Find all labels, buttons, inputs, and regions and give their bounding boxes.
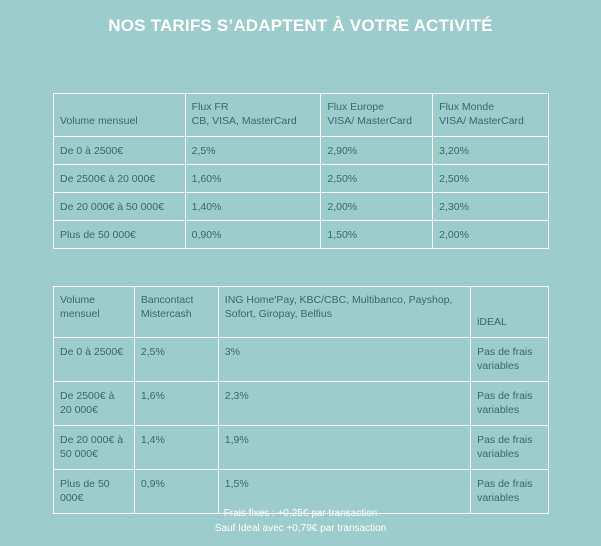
page-title: NOS TARIFS S’ADAPTENT À VOTRE ACTIVITÉ	[108, 16, 493, 35]
header-flux-fr	[185, 94, 321, 137]
table-cell: 2,3%	[218, 382, 470, 426]
table-cell: 2,30%	[433, 193, 549, 221]
table-row	[54, 426, 549, 470]
header-flux-monde-title: Flux Monde	[439, 101, 495, 113]
table-row	[54, 221, 549, 249]
fixed-fees-note: Frais fixes : +0,25€ par transaction	[223, 508, 378, 519]
header-flux-europe-cards: VISA/ MasterCard	[327, 115, 412, 127]
table-row	[54, 338, 549, 382]
table-cell: 1,6%	[134, 382, 218, 426]
header-ideal: iDEAL	[471, 287, 549, 338]
header-volume	[54, 94, 186, 137]
table-cell: 2,5%	[185, 137, 321, 165]
table-cell: Pas de frais variables	[471, 338, 549, 382]
table-cell: 1,9%	[218, 426, 470, 470]
table-cell: 0,90%	[185, 221, 321, 249]
header-flux-europe-title: Flux Europe	[327, 101, 384, 113]
table-cell: De 2500€ à 20 000€	[54, 165, 186, 193]
table-cell: 1,40%	[185, 193, 321, 221]
table-cell: 3,20%	[433, 137, 549, 165]
table-row	[54, 470, 549, 514]
table-cell: 1,60%	[185, 165, 321, 193]
header-flux-fr-title: Flux FR	[191, 101, 229, 113]
table-cell: 2,50%	[321, 165, 433, 193]
table-cell: De 20 000€ à 50 000€	[54, 193, 186, 221]
ideal-fees-note: Sauf Ideal avec +0,79€ par transaction	[214, 523, 387, 534]
table-row	[54, 382, 549, 426]
table-cell: Pas de frais variables	[471, 426, 549, 470]
header-flux-monde-cards: VISA/ MasterCard	[439, 115, 524, 127]
table-cell: 3%	[218, 338, 470, 382]
table-cell: De 0 à 2500€	[54, 338, 135, 382]
table-cell: 2,90%	[321, 137, 433, 165]
table-cell: 2,00%	[433, 221, 549, 249]
table-header-row	[54, 94, 549, 137]
table-cell: Pas de frais variables	[471, 470, 549, 514]
header-bancontact: Bancontact Mistercash	[134, 287, 218, 338]
table-row	[54, 137, 549, 165]
table-row	[54, 193, 549, 221]
table-cell: De 0 à 2500€	[54, 137, 186, 165]
table-cell: 2,5%	[134, 338, 218, 382]
header-other-methods: ING Home'Pay, KBC/CBC, Multibanco, Payshop, Sofort, Giropay, Belfius	[218, 287, 470, 338]
table-header-row	[54, 287, 549, 338]
table-cell: De 2500€ à 20 000€	[54, 382, 135, 426]
table-cell: Plus de 50 000€	[54, 221, 186, 249]
table-cell: 0,9%	[134, 470, 218, 514]
table-cell: 1,50%	[321, 221, 433, 249]
header-flux-fr-cards: CB, VISA, MasterCard	[191, 115, 297, 127]
pricing-table-alternative-methods	[53, 286, 549, 514]
header-volume: Volume mensuel	[54, 287, 135, 338]
table-row	[54, 165, 549, 193]
table-cell: 1,5%	[218, 470, 470, 514]
table-cell: Plus de 50 000€	[54, 470, 135, 514]
table-cell: De 20 000€ à 50 000€	[54, 426, 135, 470]
table-cell: 1,4%	[134, 426, 218, 470]
table-cell: 2,50%	[433, 165, 549, 193]
table-cell: Pas de frais variables	[471, 382, 549, 426]
header-flux-monde	[433, 94, 549, 137]
header-flux-europe	[321, 94, 433, 137]
pricing-table-cards	[53, 93, 549, 249]
header-volume-label: Volume mensuel	[60, 115, 138, 127]
table-cell: 2,00%	[321, 193, 433, 221]
